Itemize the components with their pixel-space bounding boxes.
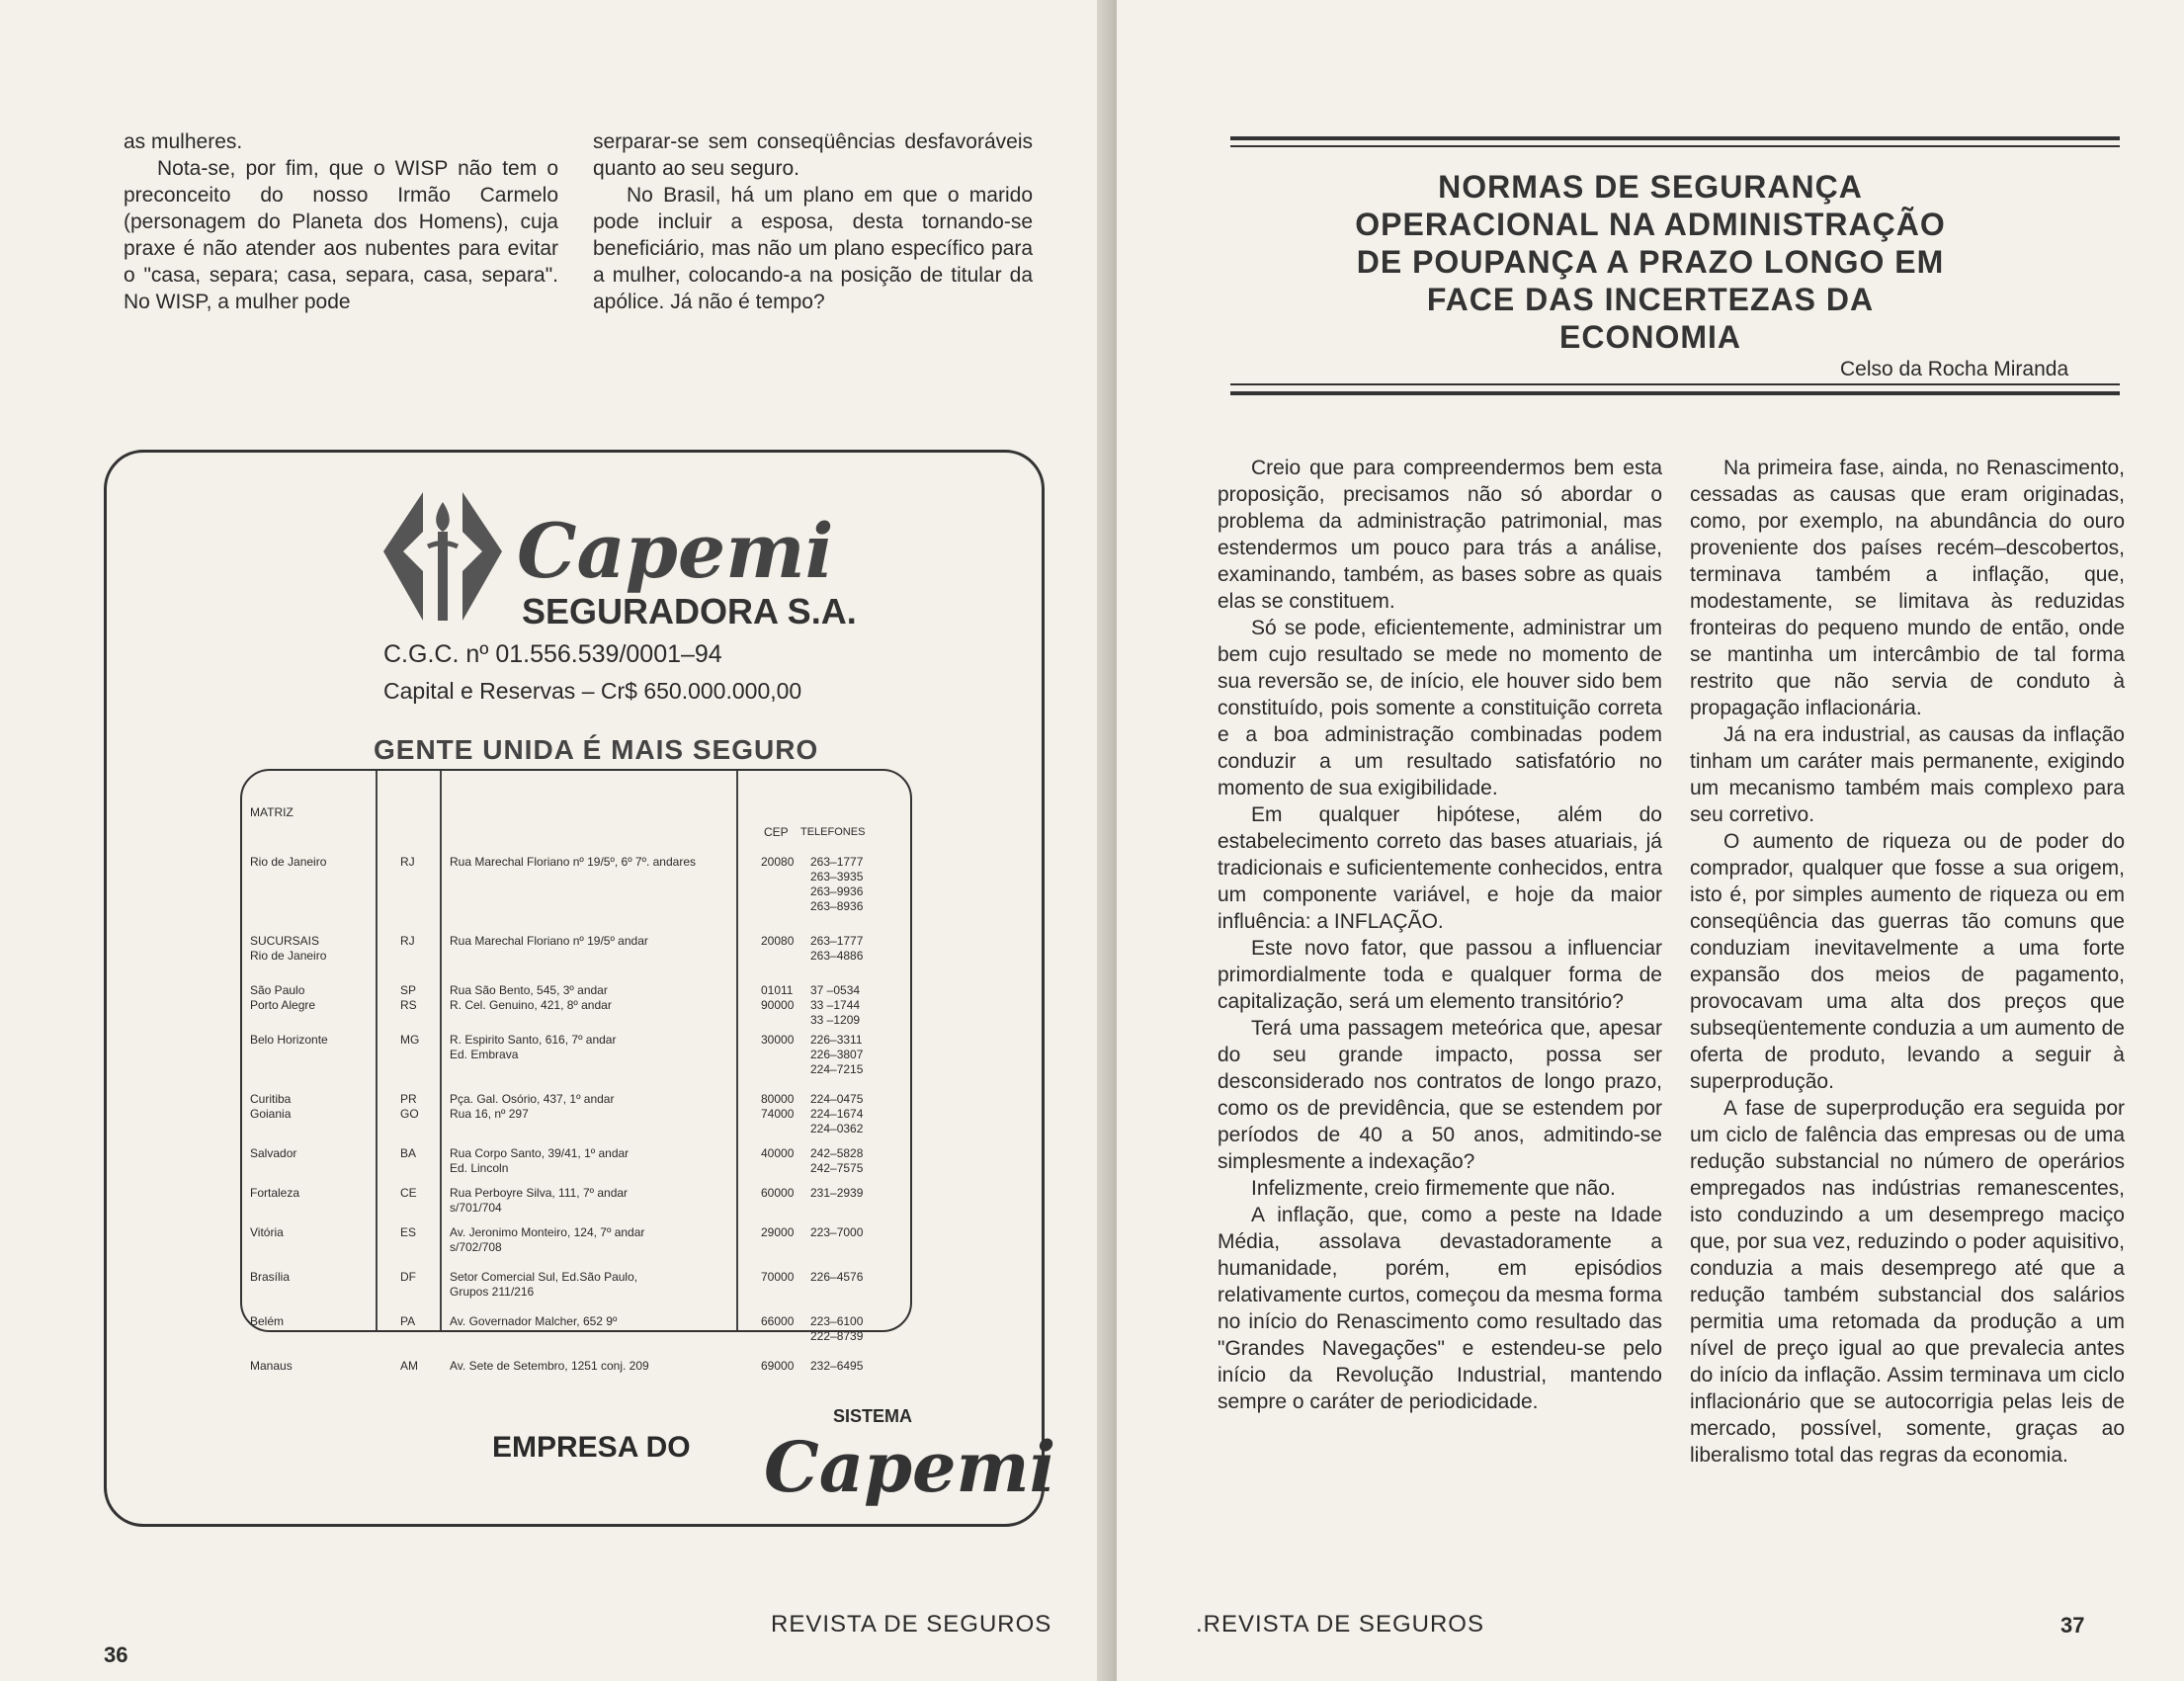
table-cell-state: CE bbox=[400, 1186, 417, 1200]
table-cell-city: São Paulo Porto Alegre bbox=[250, 983, 316, 1012]
table-cell-state: AM bbox=[400, 1359, 418, 1373]
table-cell-state: SP RS bbox=[400, 983, 417, 1012]
ad-footer-sistema: SISTEMA bbox=[833, 1406, 913, 1426]
table-cell-city: Manaus bbox=[250, 1359, 293, 1373]
table-cell-city: SUCURSAIS Rio de Janeiro bbox=[250, 934, 327, 963]
table-header-telefones: TELEFONES bbox=[800, 826, 866, 838]
paragraph: Infelizmente, creio firmemente que não. bbox=[1251, 1177, 1616, 1200]
paragraph: Em qualquer hipótese, além do estabelecimento correto das bases atuariais, já tradicionais e suficientemente conhecidos, entra um componente variável, e hoje da maior influência: a INFLAÇÃO. bbox=[1218, 803, 1662, 933]
table-cell-cep: 29000 bbox=[761, 1225, 795, 1239]
table-cell-cep: 20080 bbox=[761, 934, 795, 948]
paragraph: Nota-se, por fim, que o WISP não tem o preconceito do nosso Irmão Carmelo (personagem do Planeta dos Homens), cuja praxe é não atender aos nubentes para evitar o "casa, separa; casa, separa, casa, separa". No WISP, a mulher pode bbox=[124, 157, 558, 313]
table-cell-city: Curitiba Goiania bbox=[250, 1092, 292, 1121]
table-header-cep: CEP bbox=[764, 825, 789, 839]
title-rule-bottom bbox=[1230, 391, 2120, 395]
running-head-left: REVISTA DE SEGUROS bbox=[771, 1611, 1052, 1638]
table-cell-cep: 69000 bbox=[761, 1359, 795, 1373]
table-cell-city: Vitória bbox=[250, 1225, 284, 1239]
table-cell-address: Av. Sete de Setembro, 1251 conj. 209 bbox=[450, 1359, 649, 1373]
table-cell-cep: 70000 bbox=[761, 1270, 795, 1284]
ad-company-name: SEGURADORA S.A. bbox=[522, 591, 857, 631]
table-cell-address: Setor Comercial Sul, Ed.São Paulo, Grupos 211/216 bbox=[450, 1270, 638, 1299]
running-head-right: .REVISTA DE SEGUROS bbox=[1196, 1611, 1484, 1638]
ad-cgc: C.G.C. nº 01.556.539/0001–94 bbox=[383, 640, 722, 668]
table-cell-phones: 223–7000 bbox=[810, 1225, 864, 1239]
paragraph: Este novo fator, que passou a influenciar primordialmente toda e qualquer forma de capitalização, será um elemento transitório? bbox=[1218, 937, 1662, 1013]
table-cell-phones: 263–1777 263–4886 bbox=[810, 934, 864, 963]
table-cell-state: RJ bbox=[400, 934, 415, 948]
table-cell-city: Belém bbox=[250, 1314, 285, 1328]
branch-table bbox=[240, 769, 912, 1373]
table-cell-phones: 223–6100 222–8739 bbox=[810, 1314, 864, 1343]
page-number-right: 37 bbox=[2060, 1613, 2085, 1638]
paragraph: Já na era industrial, as causas da inflação tinham um caráter mais permanente, exigindo um mecanismo também mais complexo para seu corretivo. bbox=[1690, 723, 2125, 826]
table-cell-city: MATRIZ bbox=[250, 805, 294, 819]
capemi-advertisement bbox=[104, 450, 1056, 1527]
table-cell-phones: 242–5828 242–7575 bbox=[810, 1146, 864, 1175]
table-cell-state: ES bbox=[400, 1225, 417, 1239]
table-cell-city: Rio de Janeiro bbox=[250, 855, 327, 869]
table-cell-cep: 20080 bbox=[761, 855, 795, 869]
table-cell-address: Rua Marechal Floriano nº 19/5º, 6º 7º. andares bbox=[450, 855, 696, 869]
table-cell-state: BA bbox=[400, 1146, 417, 1160]
right-column-1 bbox=[1218, 455, 1662, 1415]
table-cell-phones: 37 –0534 33 –1744 33 –1209 bbox=[810, 983, 861, 1027]
paragraph: O aumento de riqueza ou de poder do comprador, qualquer que fosse a sua origem, isto é, por simples aumento de riqueza ou em conseqüência das guerras tão comuns que conduziam inevitavelmente a uma forte expansão dos meios de pagamento, provocavam uma alta dos preços que subseqüentemente conduzia a um aumento de oferta de produto, levando a seguir à superprodução. bbox=[1690, 830, 2125, 1093]
table-cell-address: Rua Marechal Floriano nº 19/5º andar bbox=[450, 934, 648, 948]
left-column-1 bbox=[124, 128, 558, 315]
ad-capital: Capital e Reservas – Cr$ 650.000.000,00 bbox=[383, 678, 802, 704]
table-cell-city: Fortaleza bbox=[250, 1186, 300, 1200]
title-rule-top bbox=[1230, 136, 2120, 140]
article-author: Celso da Rocha Miranda bbox=[1840, 358, 2069, 380]
table-cell-city: Salvador bbox=[250, 1146, 297, 1160]
table-cell-address: Av. Jeronimo Monteiro, 124, 7º andar s/702/708 bbox=[450, 1225, 645, 1254]
table-cell-state: PA bbox=[400, 1314, 416, 1328]
table-cell-phones: 263–1777 263–3935 263–9936 263–8936 bbox=[810, 855, 864, 913]
capemi-logo-icon bbox=[383, 472, 502, 630]
table-cell-phones: 224–0475 224–1674 224–0362 bbox=[810, 1092, 864, 1135]
table-cell-phones: 231–2939 bbox=[810, 1186, 864, 1200]
article-title: NORMAS DE SEGURANÇA OPERACIONAL NA ADMINISTRAÇÃO DE POUPANÇA A PRAZO LONGO EM FACE DAS INCERTEZAS DA ECONOMIA bbox=[1355, 169, 1946, 355]
ad-brand-name: Capemi bbox=[517, 507, 834, 595]
ad-footer-brand: Capemi bbox=[764, 1426, 1056, 1508]
table-cell-address: Rua São Bento, 545, 3º andar R. Cel. Genuino, 421, 8º andar bbox=[450, 983, 612, 1012]
table-cell-cep: 66000 bbox=[761, 1314, 795, 1328]
left-column-2 bbox=[593, 128, 1033, 315]
table-cell-phones: 232–6495 bbox=[810, 1359, 864, 1373]
table-cell-address: Av. Governador Malcher, 652 9º bbox=[450, 1314, 618, 1328]
title-rule-bottom-thin bbox=[1230, 383, 2120, 385]
table-cell-state: RJ bbox=[400, 855, 415, 869]
paragraph: Só se pode, eficientemente, administrar um bem cujo resultado se mede no momento de sua reversão se, de início, ele houver sido bem constituído, pois somente a constituição correta e a boa administração combinadas podem conduzir a um resultado satisfatório no momento de sua exigibilidade. bbox=[1218, 617, 1662, 799]
table-cell-address: Rua Corpo Santo, 39/41, 1º andar Ed. Lincoln bbox=[450, 1146, 630, 1175]
table-cell-cep: 80000 74000 bbox=[761, 1092, 795, 1121]
paragraph: No Brasil, há um plano em que o marido pode incluir a esposa, desta tornando-se beneficiário, mas não um plano específico para a mulher, colocando-a na posição de titular da apólice. Já não é tempo? bbox=[593, 184, 1033, 313]
paragraph: A fase de superprodução era seguida por um ciclo de falência das empresas ou de uma redução substancial no número de operários empregados nas indústrias remanescentes, isto conduzindo a um desemprego maciço que, por sua vez, reduzindo o poder aquisitivo, conduzia a mais desemprego até que a redução também substancial dos salários permitia uma retomada da produção a um nível de preço igual ao que prevalecia antes do início da inflação. Assim terminava um ciclo inflacionário que se autocorrigia pelas leis de mercado, possível, somente, graças ao liberalismo total das regras da economia. bbox=[1690, 1097, 2125, 1467]
table-cell-phones: 226–4576 bbox=[810, 1270, 864, 1284]
paragraph: A inflação, que, como a peste na Idade Média, assolava devastadoramente a humanidade, porém, em episódios relativamente curtos, começou da mesma forma no início do Renascimento como resultado das "Grandes Navegações" e estendeu-se pelo início da Revolução Industrial, mantendo sempre o caráter de periodicidade. bbox=[1218, 1204, 1662, 1413]
table-cell-state: PR GO bbox=[400, 1092, 419, 1121]
table-cell-address: Pça. Gal. Osório, 437, 1º andar Rua 16, nº 297 bbox=[450, 1092, 615, 1121]
table-cell-state: MG bbox=[400, 1033, 420, 1047]
table-cell-cep: 30000 bbox=[761, 1033, 795, 1047]
ad-footer-text: EMPRESA DO bbox=[492, 1431, 691, 1464]
paragraph: Creio que para compreendermos bem esta proposição, precisamos não só abordar o problema da administração patrimonial, mas estendermos um pouco para trás a análise, examinando, também, as bases sobre as quais elas se constituem. bbox=[1218, 457, 1662, 613]
paragraph: Terá uma passagem meteórica que, apesar do seu grande impacto, possa ser desconsiderado nos contratos de longo prazo, como os de previdência, que se estendem por períodos de 40 a 50 anos, admitindo-se simplesmente a indexação? bbox=[1218, 1017, 1662, 1173]
table-cell-phones: 226–3311 226–3807 224–7215 bbox=[810, 1033, 864, 1076]
table-cell-state: DF bbox=[400, 1270, 416, 1284]
table-cell-cep: 01011 90000 bbox=[761, 983, 795, 1012]
title-rule-top-thin bbox=[1230, 145, 2120, 147]
ad-slogan: GENTE UNIDA É MAIS SEGURO bbox=[374, 734, 819, 765]
page-number-left: 36 bbox=[104, 1642, 128, 1667]
table-cell-city: Brasília bbox=[250, 1270, 291, 1284]
right-column-2 bbox=[1690, 455, 2125, 1469]
table-cell-cep: 40000 bbox=[761, 1146, 795, 1160]
table-cell-city: Belo Horizonte bbox=[250, 1033, 328, 1047]
table-cell-cep: 60000 bbox=[761, 1186, 795, 1200]
table-cell-address: Rua Perboyre Silva, 111, 7º andar s/701/704 bbox=[450, 1186, 629, 1215]
paragraph: serparar-se sem conseqüências desfavoráveis quanto ao seu seguro. bbox=[593, 130, 1033, 180]
paragraph: Na primeira fase, ainda, no Renascimento, cessadas as causas que eram originadas, como, por exemplo, na abundância do ouro proveniente dos países recém–descobertos, terminava também a inflação, que, modestamente, se limitava às reduzidas fronteiras do pequeno mundo de então, onde se mantinha um intercâmbio de tal forma restrito que não servia de conduto à propagação inflacionária. bbox=[1690, 457, 2125, 719]
table-cell-address: R. Espirito Santo, 616, 7º andar Ed. Embrava bbox=[450, 1033, 617, 1061]
paragraph: as mulheres. bbox=[124, 130, 243, 153]
